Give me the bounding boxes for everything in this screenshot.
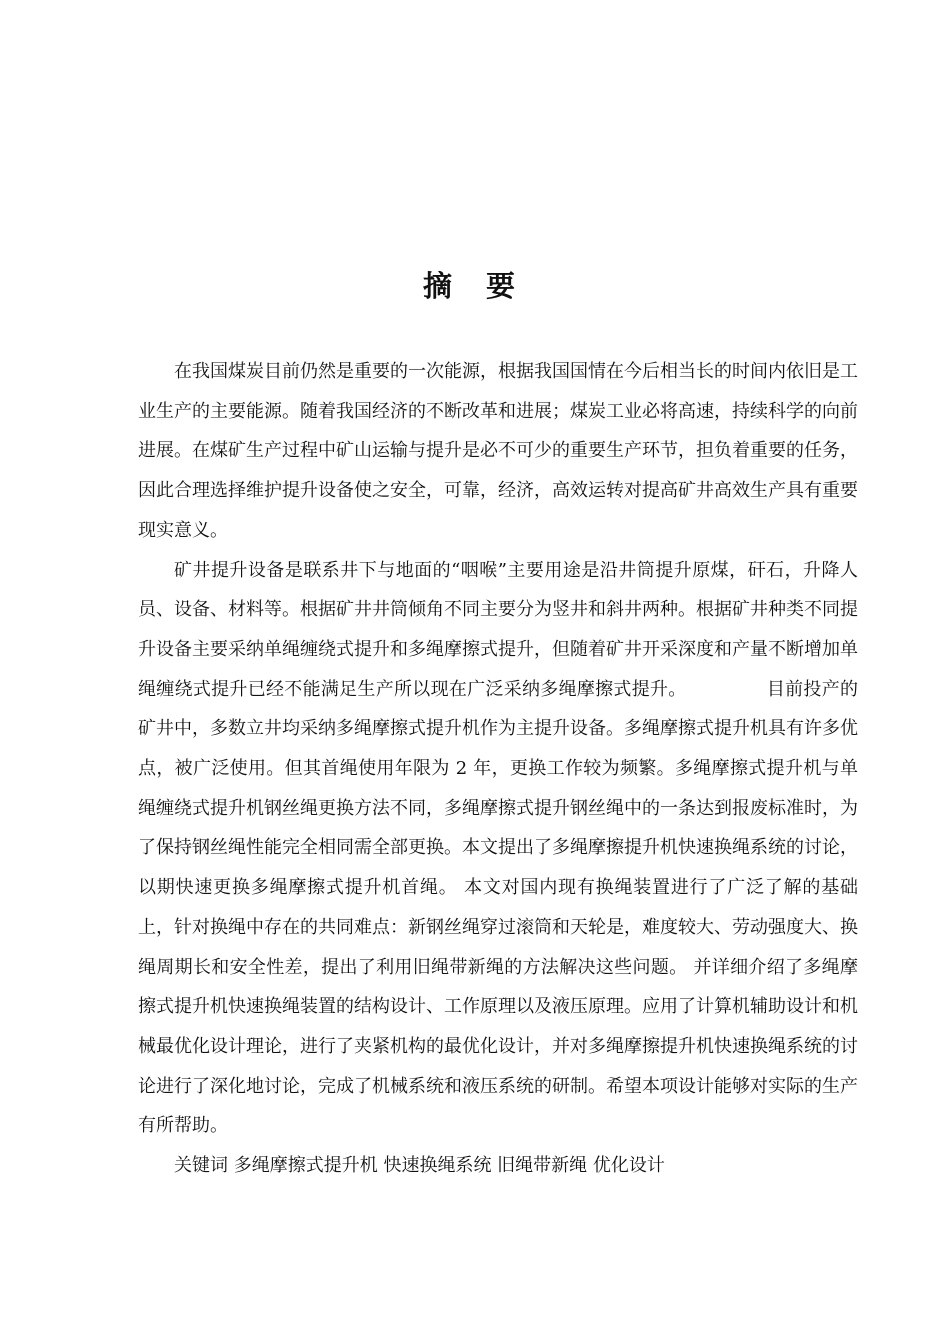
abstract-body: [138, 352, 858, 1186]
abstract-paragraph-2-text: 矿井提升设备是联系井下与地面的“咽喉”主要用途是沿井筒提升原煤，矸石，升降人员、设备、材料等。根据矿井井筒倾角不同主要分为竖井和斜井两种。根据矿井种类不同提升设备主要采纳单绳缠绕式提升和多绳摩擦式提升，但随着矿井开采深度和产量不断增加单绳缠绕式提升已经不能满足生产所以现在广泛采纳多绳摩擦式提升。: [138, 559, 858, 700]
abstract-title: 摘 要: [422, 269, 528, 303]
abstract-paragraph-1: 在我国煤炭目前仍然是重要的一次能源，根据我国国情在今后相当长的时间内依旧是工业生产的主要能源。随着我国经济的不断改革和进展；煤炭工业必将高速，持续科学的向前进展。在煤矿生产过程中矿山运输与提升是必不可少的重要生产环节，担负着重要的任务，因此合理选择维护提升设备使之安全，可靠，经济，高效运转对提高矿井高效生产具有重要现实意义。: [138, 361, 858, 541]
abstract-paragraph-2: [138, 551, 858, 1147]
abstract-paragraph-2-continuation: 目前投产的矿井中，多数立井均采纳多绳摩擦式提升机作为主提升设备。多绳摩擦式提升机具有许多优点，被广泛使用。但其首绳使用年限为 2 年，更换工作较为频繁。多绳摩擦式提升机与单绳缠绕式提升机钢丝绳更换方法不同，多绳摩擦式提升钢丝绳中的一条达到报废标准时，为了保持钢丝绳性能完全相同需全部更换。本文提出了多绳摩擦提升机快速换绳系统的讨论，以期快速更换多绳摩擦式提升机首绳。 本文对国内现有换绳装置进行了广泛了解的基础上，针对换绳中存在的共同难点：新钢丝绳穿过滚筒和天轮是，难度较大、劳动强度大、换绳周期长和安全性差，提出了利用旧绳带新绳的方法解决这些问题。 并详细介绍了多绳摩擦式提升机快速换绳装置的结构设计、工作原理以及液压原理。应用了计算机辅助设计和机械最优化设计理论，进行了夹紧机构的最优化设计，并对多绳摩擦提升机快速换绳系统的讨论进行了深化地讨论，完成了机械系统和液压系统的研制。希望本项设计能够对实际的生产有所帮助。: [138, 678, 859, 1137]
keywords-line: 关键词 多绳摩擦式提升机 快速换绳系统 旧绳带新绳 优化设计: [174, 1155, 665, 1177]
